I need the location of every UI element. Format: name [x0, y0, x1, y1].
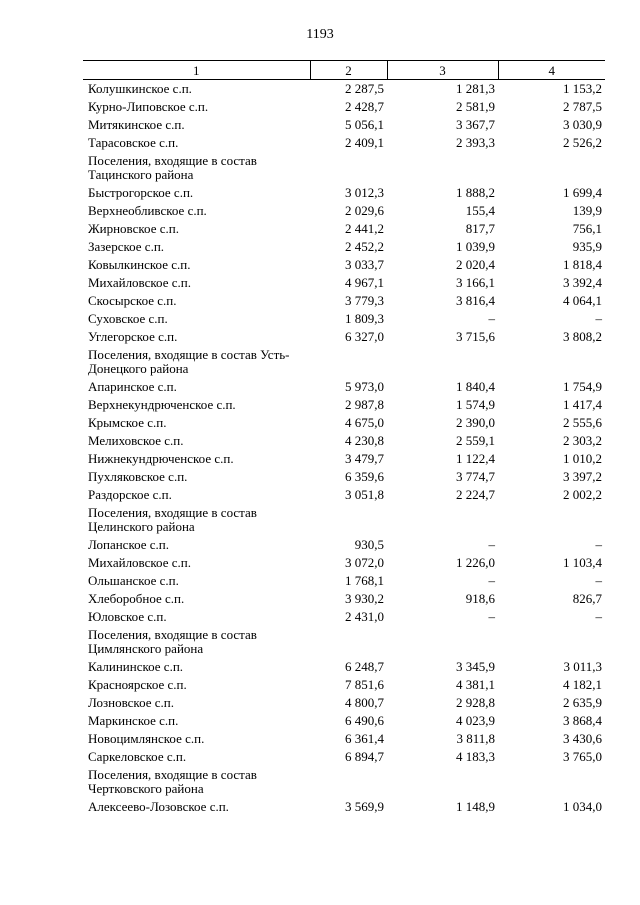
table-row	[83, 256, 605, 274]
table-row	[83, 116, 605, 134]
value-column-2: 2 428,7	[345, 99, 384, 114]
value-column-3: 4 381,1	[456, 677, 495, 692]
value-column-2: 3 930,2	[345, 591, 384, 606]
table-row	[83, 608, 605, 626]
table-row	[83, 572, 605, 590]
empty-cell	[387, 346, 498, 378]
value-column-3: 1 281,3	[456, 81, 495, 96]
settlement-name: Алексеево-Лозовское с.п.	[88, 799, 229, 814]
settlement-name: Саркеловское с.п.	[88, 749, 187, 764]
value-column-3: 4 023,9	[456, 713, 495, 728]
table-row	[83, 378, 605, 396]
table-body	[83, 80, 605, 817]
value-column-4: 3 430,6	[563, 731, 602, 746]
settlement-name: Скосырское с.п.	[88, 293, 177, 308]
value-column-2: 2 409,1	[345, 135, 384, 150]
table-row	[83, 676, 605, 694]
settlement-name: Верхнеобливское с.п.	[88, 203, 207, 218]
empty-cell	[310, 504, 387, 536]
value-column-4: 3 765,0	[563, 749, 602, 764]
value-column-4: 4 182,1	[563, 677, 602, 692]
value-column-3: 3 345,9	[456, 659, 495, 674]
value-column-4: 3 868,4	[563, 713, 602, 728]
table-row	[83, 450, 605, 468]
value-column-3: 2 559,1	[456, 433, 495, 448]
group-header-row	[83, 504, 605, 536]
column-header-2: 2	[310, 61, 387, 80]
value-column-4: 1 103,4	[563, 555, 602, 570]
value-column-3: –	[488, 573, 495, 588]
value-column-2: 3 779,3	[345, 293, 384, 308]
value-column-3: –	[488, 311, 495, 326]
value-column-4: 3 397,2	[563, 469, 602, 484]
table-row	[83, 274, 605, 292]
value-column-4: 139,9	[572, 203, 602, 218]
value-column-2: 3 569,9	[345, 799, 384, 814]
value-column-3: 155,4	[465, 203, 495, 218]
value-column-3: 3 367,7	[456, 117, 495, 132]
value-column-4: 826,7	[572, 591, 602, 606]
settlement-name: Ковылкинское с.п.	[88, 257, 191, 272]
value-column-2: 4 230,8	[345, 433, 384, 448]
value-column-3: 1 122,4	[456, 451, 495, 466]
group-header-row	[83, 346, 605, 378]
table-row	[83, 202, 605, 220]
value-column-4: 2 787,5	[563, 99, 602, 114]
settlement-name: Суховское с.п.	[88, 311, 168, 326]
value-column-2: 5 973,0	[345, 379, 384, 394]
empty-cell	[310, 152, 387, 184]
empty-cell	[310, 346, 387, 378]
value-column-2: 1 768,1	[345, 573, 384, 588]
value-column-2: 930,5	[354, 537, 384, 552]
table-row	[83, 328, 605, 346]
value-column-3: 2 224,7	[456, 487, 495, 502]
table-row	[83, 798, 605, 816]
settlement-name: Новоцимлянское с.п.	[88, 731, 205, 746]
table-header-row	[83, 61, 605, 80]
value-column-3: 1 148,9	[456, 799, 495, 814]
value-column-2: 1 809,3	[345, 311, 384, 326]
value-column-2: 2 431,0	[345, 609, 384, 624]
value-column-2: 2 287,5	[345, 81, 384, 96]
table-row	[83, 432, 605, 450]
settlement-name: Жирновское с.п.	[88, 221, 179, 236]
table-row	[83, 590, 605, 608]
value-column-2: 3 479,7	[345, 451, 384, 466]
settlement-name: Маркинское с.п.	[88, 713, 179, 728]
value-column-3: 3 811,8	[456, 731, 495, 746]
value-column-3: 2 928,8	[456, 695, 495, 710]
settlement-name: Лопанское с.п.	[88, 537, 170, 552]
value-column-2: 6 490,6	[345, 713, 384, 728]
value-column-2: 6 359,6	[345, 469, 384, 484]
empty-cell	[498, 346, 605, 378]
value-column-2: 3 033,7	[345, 257, 384, 272]
value-column-3: 3 774,7	[456, 469, 495, 484]
group-heading: Поселения, входящие в состав Тацинского района	[88, 153, 257, 182]
group-header-row	[83, 626, 605, 658]
settlement-name: Пухляковское с.п.	[88, 469, 188, 484]
table-row	[83, 184, 605, 202]
settlement-name: Зазерское с.п.	[88, 239, 165, 254]
settlement-name: Раздорское с.п.	[88, 487, 172, 502]
value-column-4: 2 002,2	[563, 487, 602, 502]
value-column-4: 3 030,9	[563, 117, 602, 132]
value-column-4: 1 010,2	[563, 451, 602, 466]
settlement-name: Юловское с.п.	[88, 609, 167, 624]
group-heading: Поселения, входящие в состав Цимлянского района	[88, 627, 257, 656]
value-column-3: 1 039,9	[456, 239, 495, 254]
value-column-4: 935,9	[572, 239, 602, 254]
value-column-3: 4 183,3	[456, 749, 495, 764]
value-column-2: 2 441,2	[345, 221, 384, 236]
settlement-name: Курно-Липовское с.п.	[88, 99, 209, 114]
group-header-row	[83, 766, 605, 798]
empty-cell	[387, 152, 498, 184]
value-column-4: –	[595, 311, 602, 326]
table-row	[83, 414, 605, 432]
value-column-4: 2 635,9	[563, 695, 602, 710]
value-column-4: 3 392,4	[563, 275, 602, 290]
value-column-2: 6 327,0	[345, 329, 384, 344]
value-column-2: 3 051,8	[345, 487, 384, 502]
empty-cell	[498, 504, 605, 536]
value-column-4: –	[595, 573, 602, 588]
settlement-name: Апаринское с.п.	[88, 379, 177, 394]
table-row	[83, 468, 605, 486]
value-column-2: 3 072,0	[345, 555, 384, 570]
column-header-3: 3	[387, 61, 498, 80]
group-heading: Поселения, входящие в состав Целинского района	[88, 505, 257, 534]
table-row	[83, 486, 605, 504]
settlements-table	[83, 60, 605, 816]
value-column-2: 7 851,6	[345, 677, 384, 692]
settlement-name: Михайловское с.п.	[88, 275, 191, 290]
table-row	[83, 730, 605, 748]
value-column-4: 1 699,4	[563, 185, 602, 200]
table-row	[83, 554, 605, 572]
value-column-3: 2 393,3	[456, 135, 495, 150]
settlement-name: Углегорское с.п.	[88, 329, 178, 344]
column-header-1: 1	[83, 61, 310, 80]
group-heading: Поселения, входящие в состав Чертковского района	[88, 767, 257, 796]
table-row	[83, 220, 605, 238]
table-row	[83, 310, 605, 328]
table-row	[83, 98, 605, 116]
settlement-name: Калининское с.п.	[88, 659, 184, 674]
value-column-2: 4 800,7	[345, 695, 384, 710]
settlement-name: Тарасовское с.п.	[88, 135, 179, 150]
table-row	[83, 134, 605, 152]
value-column-3: 1 226,0	[456, 555, 495, 570]
settlement-name: Хлеборобное с.п.	[88, 591, 185, 606]
value-column-4: –	[595, 537, 602, 552]
value-column-3: –	[488, 609, 495, 624]
table-row	[83, 536, 605, 554]
value-column-2: 6 894,7	[345, 749, 384, 764]
group-heading: Поселения, входящие в состав Усть-Донецкого района	[88, 347, 290, 376]
value-column-2: 6 361,4	[345, 731, 384, 746]
empty-cell	[387, 766, 498, 798]
group-header-row	[83, 152, 605, 184]
empty-cell	[498, 152, 605, 184]
table-row	[83, 694, 605, 712]
value-column-3: 3 816,4	[456, 293, 495, 308]
settlement-name: Митякинское с.п.	[88, 117, 185, 132]
table-row	[83, 238, 605, 256]
settlement-name: Колушкинское с.п.	[88, 81, 192, 96]
value-column-3: –	[488, 537, 495, 552]
empty-cell	[387, 504, 498, 536]
settlement-name: Ольшанское с.п.	[88, 573, 179, 588]
page-number: 1193	[306, 27, 334, 42]
value-column-4: 2 526,2	[563, 135, 602, 150]
table-row	[83, 292, 605, 310]
value-column-3: 918,6	[465, 591, 495, 606]
column-header-4: 4	[498, 61, 605, 80]
table-row	[83, 658, 605, 676]
empty-cell	[310, 766, 387, 798]
value-column-2: 2 029,6	[345, 203, 384, 218]
value-column-3: 817,7	[465, 221, 495, 236]
value-column-4: 1 153,2	[563, 81, 602, 96]
empty-cell	[387, 626, 498, 658]
settlement-name: Быстрогорское с.п.	[88, 185, 194, 200]
value-column-3: 3 166,1	[456, 275, 495, 290]
value-column-2: 4 675,0	[345, 415, 384, 430]
table-row	[83, 712, 605, 730]
value-column-2: 3 012,3	[345, 185, 384, 200]
settlement-name: Красноярское с.п.	[88, 677, 187, 692]
value-column-2: 6 248,7	[345, 659, 384, 674]
value-column-3: 1 574,9	[456, 397, 495, 412]
empty-cell	[498, 626, 605, 658]
settlement-name: Мелиховское с.п.	[88, 433, 184, 448]
value-column-2: 2 987,8	[345, 397, 384, 412]
value-column-3: 3 715,6	[456, 329, 495, 344]
settlement-name: Крымское с.п.	[88, 415, 167, 430]
value-column-2: 4 967,1	[345, 275, 384, 290]
value-column-3: 1 888,2	[456, 185, 495, 200]
value-column-3: 2 020,4	[456, 257, 495, 272]
settlement-name: Лозновское с.п.	[88, 695, 174, 710]
value-column-4: 2 555,6	[563, 415, 602, 430]
value-column-4: 1 034,0	[563, 799, 602, 814]
value-column-4: 1 754,9	[563, 379, 602, 394]
value-column-2: 2 452,2	[345, 239, 384, 254]
table-row	[83, 396, 605, 414]
value-column-4: 3 808,2	[563, 329, 602, 344]
value-column-4: 2 303,2	[563, 433, 602, 448]
empty-cell	[498, 766, 605, 798]
table-row	[83, 748, 605, 766]
settlement-name: Верхнекундрюченское с.п.	[88, 397, 236, 412]
value-column-2: 5 056,1	[345, 117, 384, 132]
value-column-4: 1 417,4	[563, 397, 602, 412]
value-column-4: 3 011,3	[563, 659, 602, 674]
table-row	[83, 80, 605, 99]
value-column-4: –	[595, 609, 602, 624]
value-column-4: 756,1	[572, 221, 602, 236]
value-column-3: 2 390,0	[456, 415, 495, 430]
empty-cell	[310, 626, 387, 658]
value-column-3: 2 581,9	[456, 99, 495, 114]
value-column-4: 1 818,4	[563, 257, 602, 272]
value-column-3: 1 840,4	[456, 379, 495, 394]
settlement-name: Михайловское с.п.	[88, 555, 191, 570]
settlement-name: Нижнекундрюченское с.п.	[88, 451, 234, 466]
value-column-4: 4 064,1	[563, 293, 602, 308]
